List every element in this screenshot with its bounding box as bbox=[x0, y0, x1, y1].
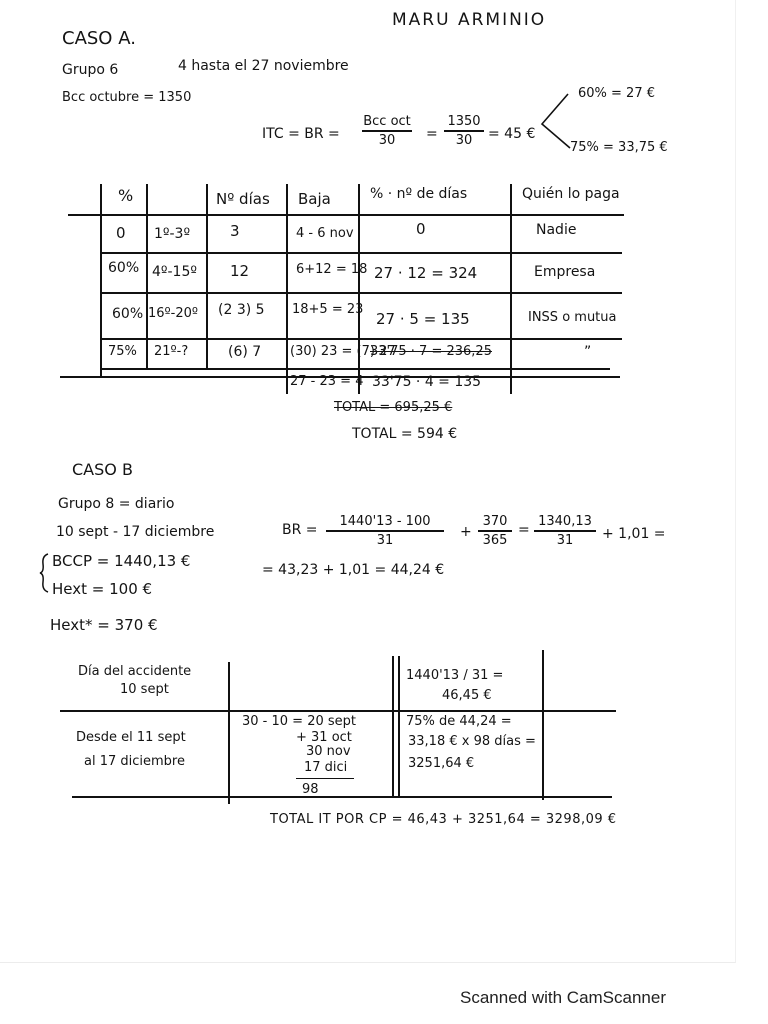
itc-eq: = bbox=[426, 126, 438, 142]
itc-fraction-2 bbox=[444, 114, 484, 148]
table-cell: ” bbox=[584, 344, 592, 360]
accident-calc-1: 1440'13 / 31 = bbox=[406, 668, 504, 683]
pct-line-3: 3251,64 € bbox=[408, 756, 475, 771]
col-header-baja: Baja bbox=[298, 190, 331, 208]
fraction-bar bbox=[362, 130, 412, 132]
table-cell: 4 - 6 nov bbox=[296, 226, 354, 241]
itc-fraction-1 bbox=[362, 114, 412, 148]
pct-60: 60% = 27 € bbox=[578, 86, 655, 101]
fraction-bar bbox=[534, 530, 596, 532]
group-a: Grupo 6 bbox=[62, 62, 119, 78]
frac-num: 1340,13 bbox=[538, 514, 592, 529]
table-cell: 27 · 12 = 324 bbox=[374, 264, 478, 282]
frac-num: 1440'13 - 100 bbox=[339, 514, 431, 529]
br-plus: + bbox=[460, 524, 472, 540]
table-cell: Nadie bbox=[536, 222, 577, 238]
pct-line-2: 33,18 € x 98 días = bbox=[408, 734, 536, 749]
camscanner-watermark: Scanned with CamScanner bbox=[460, 988, 667, 1007]
days-line-3: 30 nov bbox=[306, 744, 351, 759]
table-cell: 18+5 = 23 bbox=[292, 302, 364, 317]
table-cell: 21º-? bbox=[154, 344, 189, 359]
br-fraction-1 bbox=[326, 514, 444, 548]
table-cell: 6+12 = 18 bbox=[296, 262, 368, 277]
table-cell: INSS o mutua bbox=[528, 310, 617, 325]
table-cell: (30) 23 = (7) 27 bbox=[290, 344, 396, 359]
table-cell: 1º-3º bbox=[154, 226, 191, 242]
final-total: TOTAL IT POR CP = 46,43 + 3251,64 = 3298,09 € bbox=[270, 812, 617, 827]
group-b: Grupo 8 = diario bbox=[58, 496, 175, 512]
table-cell: 60% bbox=[112, 306, 144, 322]
br-fraction-2 bbox=[478, 514, 512, 548]
col-header-payer: Quién lo paga bbox=[522, 186, 620, 202]
table-cell: 0 bbox=[416, 220, 426, 238]
case-b-dates: 10 sept - 17 diciembre bbox=[56, 524, 215, 540]
period-label-1: Desde el 11 sept bbox=[76, 730, 186, 745]
extra-calc: 33'75 · 4 = 135 bbox=[372, 374, 482, 390]
days-line-4: 17 dici bbox=[304, 760, 348, 775]
table-cell: (6) 7 bbox=[228, 344, 262, 360]
frac-num: 370 bbox=[482, 514, 508, 529]
days-line-2: + 31 oct bbox=[296, 730, 352, 745]
table-cell: 60% bbox=[108, 260, 140, 276]
fraction-bar bbox=[478, 530, 512, 532]
accident-label-2: 10 sept bbox=[120, 682, 169, 697]
col-header-days: Nº días bbox=[216, 190, 270, 208]
br-tail: + 1,01 = bbox=[602, 526, 666, 542]
days-total: 98 bbox=[302, 782, 319, 797]
table-cell: 12 bbox=[230, 262, 250, 280]
frac-den: 365 bbox=[482, 532, 508, 548]
frac-num: Bcc oct bbox=[363, 114, 411, 129]
col-header-calc: % · nº de días bbox=[370, 186, 468, 202]
br-eq: = bbox=[518, 522, 530, 538]
fraction-bar bbox=[326, 530, 444, 532]
table-cell: 33'75 · 7 = 236,25 bbox=[370, 344, 492, 359]
accident-calc-2: 46,45 € bbox=[442, 688, 492, 703]
period-label-2: al 17 diciembre bbox=[84, 754, 185, 769]
frac-den: 31 bbox=[376, 532, 394, 548]
bccp-value: BCCP = 1440,13 € bbox=[52, 552, 191, 570]
brace-icon bbox=[38, 552, 52, 594]
frac-den: 30 bbox=[378, 132, 396, 148]
table-cell: Empresa bbox=[534, 264, 596, 280]
struck-total: TOTAL = 695,25 € bbox=[334, 400, 453, 415]
itc-lhs: ITC = BR = bbox=[262, 126, 340, 142]
pct-line-1: 75% de 44,24 = bbox=[406, 714, 512, 729]
hext2-value: Hext* = 370 € bbox=[50, 616, 158, 634]
frac-num: 1350 bbox=[447, 114, 481, 129]
table-cell: 27 · 5 = 135 bbox=[376, 310, 470, 328]
frac-den: 31 bbox=[556, 532, 574, 548]
br-result: = 43,23 + 1,01 = 44,24 € bbox=[262, 562, 445, 578]
table-cell: 0 bbox=[116, 224, 126, 242]
table-cell: 75% bbox=[108, 344, 137, 359]
case-a-title: CASO A. bbox=[62, 28, 136, 49]
until-date: 4 hasta el 27 noviembre bbox=[178, 58, 349, 74]
bcc-value: Bcc octubre = 1350 bbox=[62, 90, 192, 105]
fraction-bar bbox=[444, 130, 484, 132]
case-b-title: CASO B bbox=[72, 460, 133, 479]
pct-75: 75% = 33,75 € bbox=[570, 140, 668, 155]
days-line-1: 30 - 10 = 20 sept bbox=[242, 714, 356, 729]
extra-baja: 27 - 23 = 4 bbox=[290, 374, 364, 389]
table-cell: 16º-20º bbox=[148, 306, 199, 321]
author-name: MARU ARMINIO bbox=[392, 10, 547, 30]
accident-label-1: Día del accidente bbox=[78, 664, 192, 679]
br-fraction-3 bbox=[534, 514, 596, 548]
itc-result: = 45 € bbox=[488, 126, 536, 142]
table-cell: 4º-15º bbox=[152, 264, 197, 280]
col-header-pct: % bbox=[118, 186, 134, 205]
hext-value: Hext = 100 € bbox=[52, 580, 153, 598]
frac-den: 30 bbox=[455, 132, 473, 148]
total-a: TOTAL = 594 € bbox=[352, 426, 458, 442]
table-cell: 3 bbox=[230, 222, 240, 240]
br-lhs: BR = bbox=[282, 522, 318, 538]
table-cell: (2 3) 5 bbox=[218, 302, 265, 318]
